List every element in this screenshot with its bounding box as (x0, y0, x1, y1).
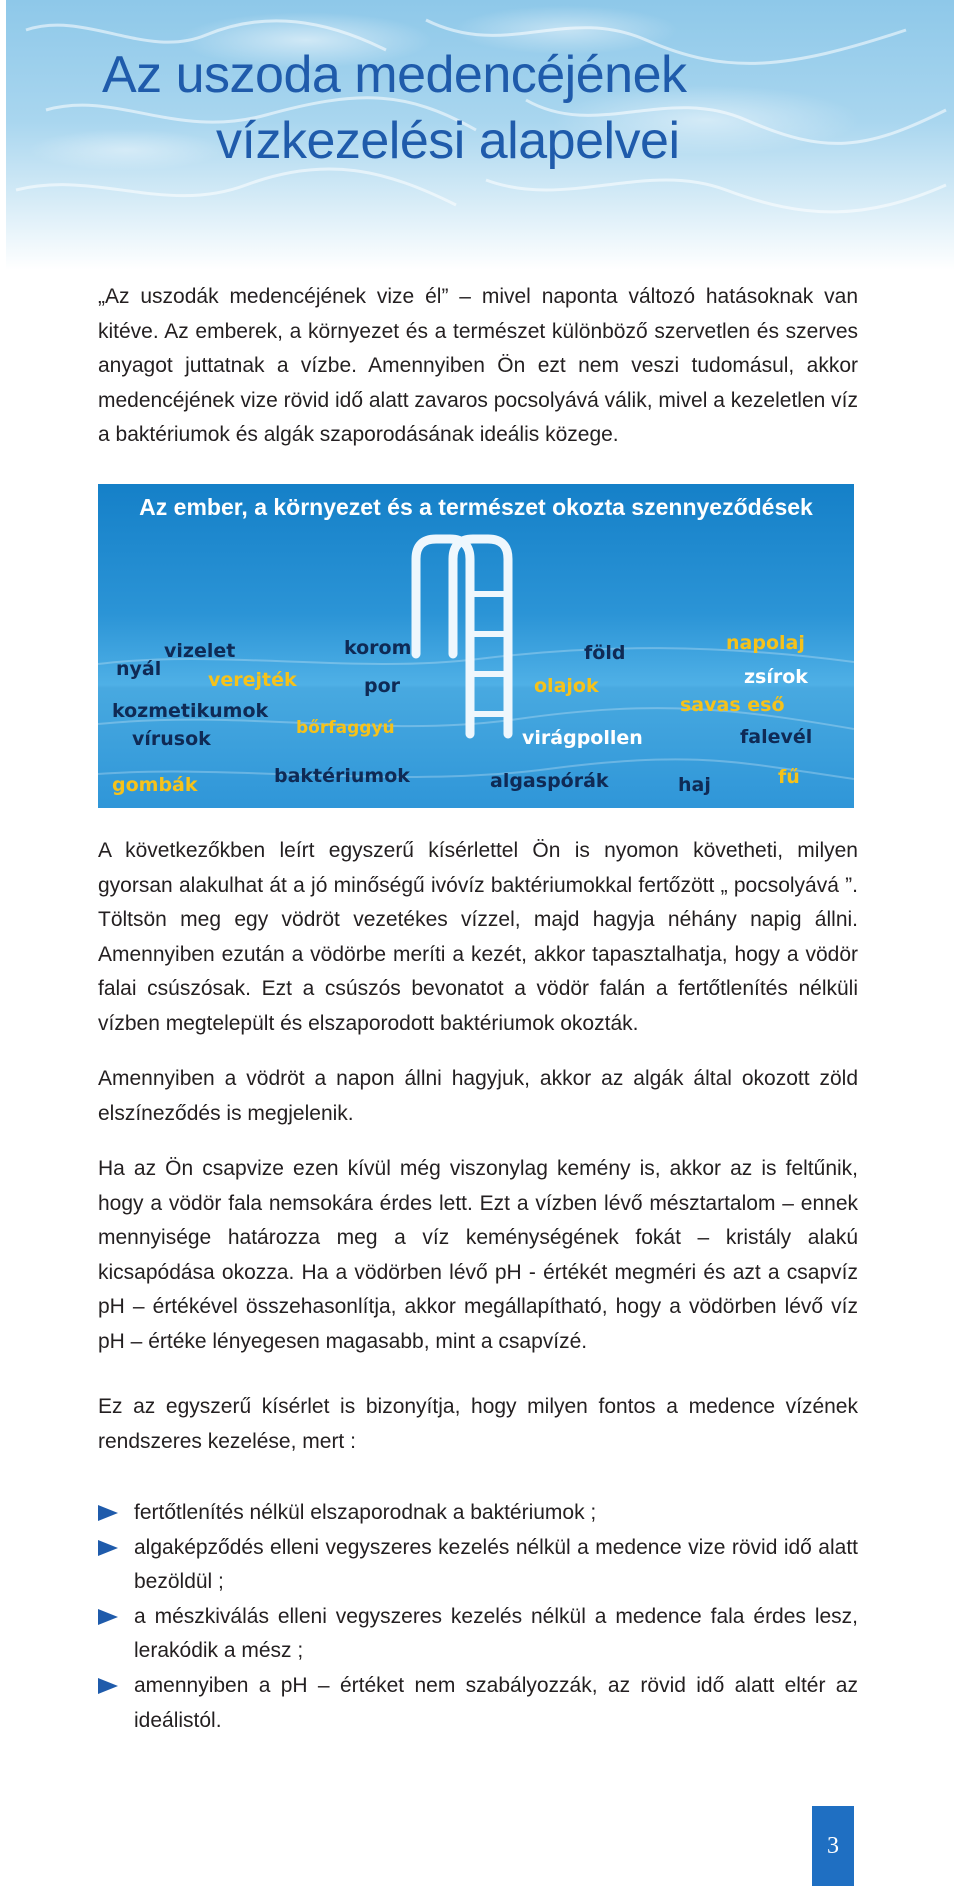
title-line-2: vízkezelési alapelvei (216, 112, 680, 170)
label-virusok: vírusok (132, 728, 211, 750)
bullet-triangle-icon (98, 1678, 118, 1694)
list-item-text: a mészkiválás elleni vegyszeres kezelés nélkül a medence fala érdes lesz, lerakódik a mész ; (134, 1604, 858, 1663)
conclusion-paragraph: Ez az egyszerű kísérlet is bizonyítja, hogy milyen fontos a medence vízének rendszeres kezelése, mert : (98, 1395, 858, 1453)
list-item-text: amennyiben a pH – értéket nem szabályozzák, az rövid idő alatt eltér az ideálistól. (134, 1673, 858, 1732)
label-korom: korom (344, 637, 412, 659)
intro-paragraph: „Az uszodák medencéjének vize él” – mivel naponta változó hatásoknak van kitéve. Az emberek, a környezet és a természet különböző szervetlen és szerves anyagot juttatnak a vízbe. Amennyiben Ön ezt nem veszi tudomásul, akkor medencéjének vize rövid idő alatt zavaros pocsolyává válik, mivel a kezeletlen víz a baktériumok és algák szaporodásának ideális közege. (98, 285, 858, 447)
label-napolaj: napolaj (726, 632, 805, 654)
list-item (98, 1669, 858, 1738)
label-bakteriumok: baktériumok (274, 765, 410, 787)
hardness-paragraph: Ha az Ön csapvize ezen kívül még viszonylag kemény is, akkor az is feltűnik, hogy a vödör fala nemsokára érdes lett. Ezt a vízben lévő mésztartalom – ennek mennyisége határozza meg a víz keménységének fokát – kristály alakú kicsapódása okozza. Ha a vödörben lévő pH - értékét megméri és azt a csapvíz pH – értékével összehasonlítja, akkor megállapítható, hogy a vödörben lévő víz pH – értéke lényegesen magasabb, mint a csapvízé. (98, 1157, 858, 1353)
bullet-triangle-icon (98, 1609, 118, 1625)
label-falevel: falevél (740, 726, 813, 748)
label-por: por (364, 675, 401, 697)
label-gombak: gombák (112, 774, 198, 796)
label-zsirok: zsírok (744, 666, 808, 688)
algae-paragraph: Amennyiben a vödröt a napon állni hagyjuk, akkor az algák által okozott zöld elszíneződés is megjelenik. (98, 1067, 858, 1125)
label-haj: haj (678, 774, 711, 796)
list-item (98, 1600, 858, 1669)
header-banner (6, 0, 954, 270)
list-item (98, 1496, 858, 1531)
label-borfaggyu: bőrfaggyú (296, 718, 395, 738)
label-fold: föld (584, 642, 626, 664)
list-item (98, 1531, 858, 1600)
label-verejtek: verejték (208, 669, 297, 691)
label-savas-eso: savas eső (680, 694, 785, 716)
list-item-text: algaképződés elleni vegyszeres kezelés nélkül a medence vize rövid idő alatt bezöldül ; (134, 1535, 858, 1594)
label-kozmetikumok: kozmetikumok (112, 700, 269, 722)
page-number: 3 (812, 1806, 854, 1886)
label-algasporak: algaspórák (490, 770, 609, 792)
list-item-text: fertőtlenítés nélkül elszaporodnak a baktériumok ; (134, 1501, 597, 1524)
bullet-triangle-icon (98, 1540, 118, 1556)
title-line-1: Az uszoda medencéjének (102, 46, 687, 104)
bullet-triangle-icon (98, 1505, 118, 1521)
label-vizelet: vizelet (164, 640, 236, 662)
illustration-title: Az ember, a környezet és a természet okozta szennyeződések (139, 494, 813, 520)
page-title (102, 42, 687, 174)
label-nyal: nyál (116, 658, 162, 680)
label-viragpollen: virágpollen (522, 727, 643, 749)
experiment-paragraph: A következőkben leírt egyszerű kísérlettel Ön is nyomon követheti, milyen gyorsan alakulhat át a jó minőségű ivóvíz baktériumokkal fertőzött „ pocsolyává ”. Töltsön meg egy vödröt vezetékes vízzel, majd hagyja néhány napig állni. Amennyiben ezután a vödörbe meríti a kezét, akkor tapasztalhatja, hogy a vödör falai csúszósak. Ezt a csúszós bevonatot a vödör falán a fertőtlenítés nélküli vízben megtelepült és elszaporodott baktériumok okozták. (98, 839, 858, 1035)
label-olajok: olajok (534, 675, 599, 697)
pollution-illustration (98, 484, 854, 808)
label-fu: fű (778, 766, 800, 788)
reasons-list (98, 1496, 858, 1738)
